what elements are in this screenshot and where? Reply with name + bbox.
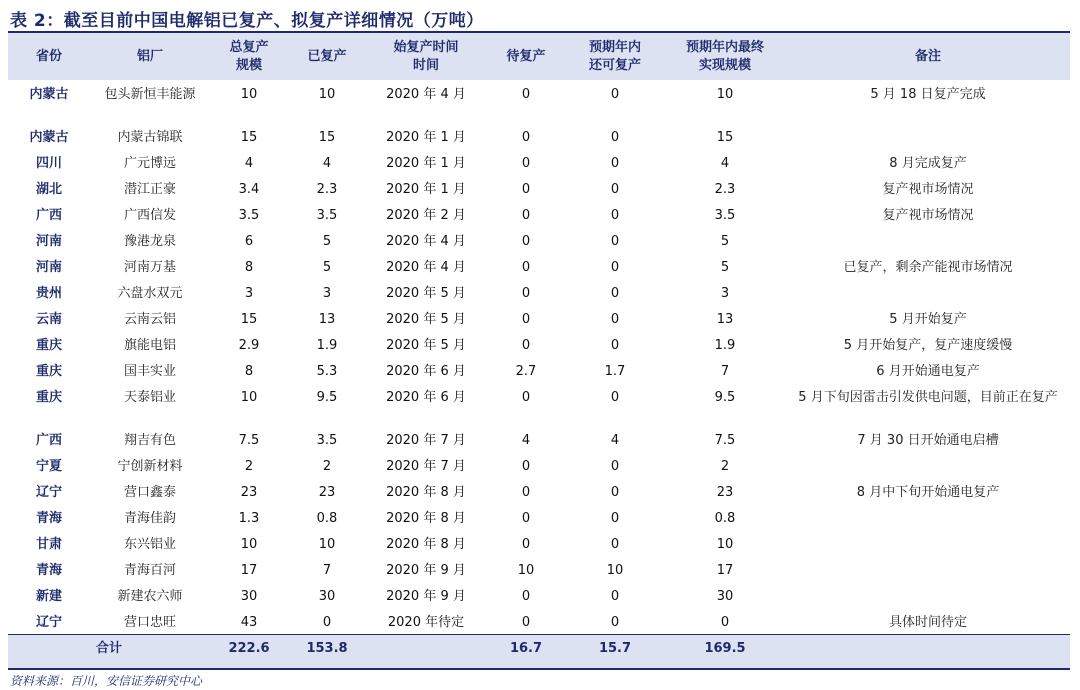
table-row [8,530,1070,556]
final-scale-cell: 7.5 [714,433,736,448]
total-scale-cell: 23 [240,485,258,500]
pending-cell: 0 [521,589,531,604]
province-cell: 新建 [35,589,62,604]
start-time-cell: 2020 年 7 月 [386,459,466,474]
table-row [8,608,1070,635]
table-row [8,478,1070,504]
note-cell [786,227,1070,253]
total-scale-cell: 3.4 [238,182,260,197]
table-row [8,582,1070,608]
pending-cell: 0 [521,87,531,102]
resumed-cell: 7 [322,563,332,578]
header-total-scale: 总复产 规模 [210,33,288,80]
province-cell: 内蒙古 [29,87,69,102]
table-row [8,201,1070,227]
expected-cell: 0 [610,87,620,102]
header-resumed: 已复产 [288,33,366,80]
expected-cell: 0 [610,338,620,353]
note-cell [786,556,1070,582]
start-time-cell: 2020 年 9 月 [386,563,466,578]
expected-cell: 0 [610,182,620,197]
plant-cell: 内蒙古锦联 [117,130,183,145]
final-scale-cell: 10 [716,537,734,552]
pending-cell: 10 [517,563,535,578]
start-time-cell: 2020 年 2 月 [386,208,466,223]
note-cell: 6 月开始通电复产 [876,364,980,379]
resumed-cell: 3 [322,286,332,301]
pending-cell: 0 [521,286,531,301]
final-scale-cell: 13 [716,312,734,327]
province-cell: 甘肃 [35,537,62,552]
header-pending: 待复产 [486,33,566,80]
expected-cell: 0 [610,312,620,327]
final-scale-cell: 7 [720,364,730,379]
total-pending: 16.7 [486,635,566,669]
start-time-cell: 2020 年 5 月 [386,338,466,353]
total-row [8,635,1070,669]
start-time-cell: 2020 年 4 月 [386,234,466,249]
plant-cell: 新建农六师 [117,589,183,604]
start-time-cell: 2020 年 6 月 [386,364,466,379]
header-plant: 铝厂 [90,33,210,80]
resumed-cell: 13 [318,312,336,327]
note-cell: 5 月下旬因雷击引发供电问题，目前正在复产 [798,390,1058,405]
final-scale-cell: 1.9 [714,338,736,353]
note-cell: 已复产，剩余产能视市场情况 [843,260,1013,275]
note-cell [786,123,1070,149]
plant-cell: 河南万基 [123,260,176,275]
pending-cell: 0 [521,485,531,500]
table-row [8,556,1070,582]
start-time-cell: 2020 年 6 月 [386,390,466,405]
note-cell [786,279,1070,305]
expected-cell: 0 [610,485,620,500]
table-row [8,331,1070,357]
final-scale-cell: 3 [720,286,730,301]
final-scale-cell: 5 [720,234,730,249]
province-cell: 湖北 [35,182,62,197]
total-scale-cell: 8 [244,260,254,275]
total-scale-cell: 10 [240,390,258,405]
resumed-cell: 5.3 [316,364,338,379]
total-scale-cell: 2 [244,459,254,474]
province-cell: 辽宁 [35,485,62,500]
note-cell [786,452,1070,478]
resumed-cell: 5 [322,234,332,249]
header-start-time: 始复产时间 时间 [366,33,486,80]
province-cell: 青海 [35,511,62,526]
note-cell: 8 月完成复产 [889,156,967,171]
total-scale-cell: 15 [240,130,258,145]
resumed-cell: 23 [318,485,336,500]
table-row [8,357,1070,383]
table-row [8,279,1070,305]
total-expected: 15.7 [566,635,664,669]
plant-cell: 六盘水双元 [117,286,183,301]
table-body [8,80,1070,668]
total-scale-cell: 4 [244,156,254,171]
table-row [8,504,1070,530]
pending-cell: 0 [521,615,531,630]
resumed-cell: 0.8 [316,511,338,526]
plant-cell: 潜江正豪 [123,182,176,197]
resumed-cell: 3.5 [316,433,338,448]
total-scale-cell: 30 [240,589,258,604]
total-start-time [366,635,486,669]
province-cell: 河南 [35,260,62,275]
table-row [8,253,1070,279]
expected-cell: 0 [610,589,620,604]
expected-cell: 0 [610,208,620,223]
final-scale-cell: 17 [716,563,734,578]
plant-cell: 包头新恒丰能源 [104,87,196,102]
note-cell [786,582,1070,608]
total-scale-cell: 7.5 [238,433,260,448]
resumed-cell: 1.9 [316,338,338,353]
final-scale-cell: 10 [716,87,734,102]
pending-cell: 0 [521,459,531,474]
final-scale-cell: 9.5 [714,390,736,405]
total-scale-cell: 8 [244,364,254,379]
start-time-cell: 2020 年 5 月 [386,286,466,301]
note-cell: 具体时间待定 [888,615,967,630]
province-cell: 广西 [35,208,62,223]
total-scale-cell: 1.3 [238,511,260,526]
final-scale-cell: 15 [716,130,734,145]
source-note: 资料来源：百川，安信证券研究中心 [10,674,203,688]
start-time-cell: 2020 年 4 月 [386,260,466,275]
province-cell: 贵州 [35,286,62,301]
expected-cell: 0 [610,286,620,301]
header-expected-this-year: 预期年内 还可复产 [566,33,664,80]
total-scale-cell: 17 [240,563,258,578]
start-time-cell: 2020 年 8 月 [386,537,466,552]
total-note [786,635,1070,669]
table-row [8,123,1070,149]
pending-cell: 0 [521,537,531,552]
total-label: 合计 [8,635,210,669]
total-scale-cell: 3 [244,286,254,301]
resumed-cell: 30 [318,589,336,604]
aluminum-resumption-table [8,33,1070,668]
start-time-cell: 2020 年待定 [387,615,465,630]
note-cell: 复产视市场情况 [882,182,974,197]
plant-cell: 国丰实业 [123,364,176,379]
resumed-cell: 3.5 [316,208,338,223]
resumed-cell: 4 [322,156,332,171]
expected-cell: 0 [610,130,620,145]
province-cell: 云南 [35,312,62,327]
resumed-cell: 10 [318,537,336,552]
start-time-cell: 2020 年 1 月 [386,182,466,197]
total-total-scale: 222.6 [210,635,288,669]
table-row [8,426,1070,452]
province-cell: 内蒙古 [29,130,69,145]
resumed-cell: 9.5 [316,390,338,405]
pending-cell: 0 [521,511,531,526]
pending-cell: 0 [521,260,531,275]
table-row [8,175,1070,201]
start-time-cell: 2020 年 5 月 [386,312,466,327]
plant-cell: 青海百河 [123,563,176,578]
expected-cell: 4 [610,433,620,448]
pending-cell: 0 [521,208,531,223]
plant-cell: 营口忠旺 [123,615,176,630]
expected-cell: 0 [610,390,620,405]
total-scale-cell: 6 [244,234,254,249]
total-scale-cell: 10 [240,87,258,102]
note-cell: 复产视市场情况 [882,208,974,223]
province-cell: 重庆 [35,364,62,379]
table-row [8,80,1070,123]
plant-cell: 天泰铝业 [123,390,176,405]
plant-cell: 翔吉有色 [123,433,176,448]
note-cell: 5 月 18 日复产完成 [870,87,986,102]
pending-cell: 0 [521,338,531,353]
expected-cell: 0 [610,156,620,171]
table-row [8,452,1070,478]
total-scale-cell: 15 [240,312,258,327]
plant-cell: 广西信发 [123,208,176,223]
final-scale-cell: 5 [720,260,730,275]
total-final-scale: 169.5 [664,635,786,669]
header-province: 省份 [8,33,90,80]
note-cell: 8 月中下旬开始通电复产 [856,485,1000,500]
start-time-cell: 2020 年 9 月 [386,589,466,604]
total-scale-cell: 43 [240,615,258,630]
start-time-cell: 2020 年 1 月 [386,130,466,145]
total-resumed: 153.8 [288,635,366,669]
expected-cell: 0 [610,260,620,275]
plant-cell: 旗能电铝 [123,338,176,353]
final-scale-cell: 0.8 [714,511,736,526]
plant-cell: 豫港龙泉 [123,234,176,249]
header-final-scale: 预期年内最终 实现规模 [664,33,786,80]
resumed-cell: 2.3 [316,182,338,197]
final-scale-cell: 3.5 [714,208,736,223]
resumed-cell: 10 [318,87,336,102]
table-header [8,33,1070,80]
pending-cell: 0 [521,312,531,327]
province-cell: 广西 [35,433,62,448]
pending-cell: 0 [521,390,531,405]
bottom-divider [8,668,1070,670]
province-cell: 河南 [35,234,62,249]
expected-cell: 1.7 [604,364,626,379]
resumed-cell: 2 [322,459,332,474]
province-cell: 青海 [35,563,62,578]
note-cell: 5 月开始复产 [889,312,967,327]
expected-cell: 0 [610,234,620,249]
plant-cell: 云南云铝 [123,312,176,327]
expected-cell: 0 [610,615,620,630]
total-scale-cell: 10 [240,537,258,552]
note-cell: 5 月开始复产，复产速度缓慢 [843,338,1013,353]
final-scale-cell: 2 [720,459,730,474]
plant-cell: 东兴铝业 [123,537,176,552]
pending-cell: 4 [521,433,531,448]
province-cell: 重庆 [35,338,62,353]
province-cell: 四川 [35,156,62,171]
pending-cell: 2.7 [515,364,537,379]
pending-cell: 0 [521,130,531,145]
pending-cell: 0 [521,182,531,197]
pending-cell: 0 [521,234,531,249]
table-row [8,227,1070,253]
table-row [8,305,1070,331]
total-scale-cell: 3.5 [238,208,260,223]
start-time-cell: 2020 年 1 月 [386,156,466,171]
final-scale-cell: 23 [716,485,734,500]
table-row [8,149,1070,175]
note-cell [786,504,1070,530]
expected-cell: 0 [610,537,620,552]
province-cell: 重庆 [35,390,62,405]
final-scale-cell: 2.3 [714,182,736,197]
expected-cell: 0 [610,459,620,474]
table-title: 表 2：截至目前中国电解铝已复产、拟复产详细情况（万吨） [10,11,484,31]
province-cell: 宁夏 [35,459,62,474]
start-time-cell: 2020 年 8 月 [386,485,466,500]
province-cell: 辽宁 [35,615,62,630]
resumed-cell: 0 [322,615,332,630]
note-cell [786,530,1070,556]
pending-cell: 0 [521,156,531,171]
plant-cell: 青海佳韵 [123,511,176,526]
start-time-cell: 2020 年 4 月 [386,87,466,102]
start-time-cell: 2020 年 7 月 [386,433,466,448]
plant-cell: 广元博远 [123,156,176,171]
start-time-cell: 2020 年 8 月 [386,511,466,526]
final-scale-cell: 30 [716,589,734,604]
plant-cell: 宁创新材料 [117,459,183,474]
note-cell: 7 月 30 日开始通电启槽 [857,433,999,448]
resumed-cell: 15 [318,130,336,145]
final-scale-cell: 4 [720,156,730,171]
plant-cell: 营口鑫泰 [123,485,176,500]
total-scale-cell: 2.9 [238,338,260,353]
final-scale-cell: 0 [720,615,730,630]
resumed-cell: 5 [322,260,332,275]
header-notes: 备注 [786,33,1070,80]
expected-cell: 0 [610,511,620,526]
expected-cell: 10 [606,563,624,578]
table-row [8,383,1070,426]
